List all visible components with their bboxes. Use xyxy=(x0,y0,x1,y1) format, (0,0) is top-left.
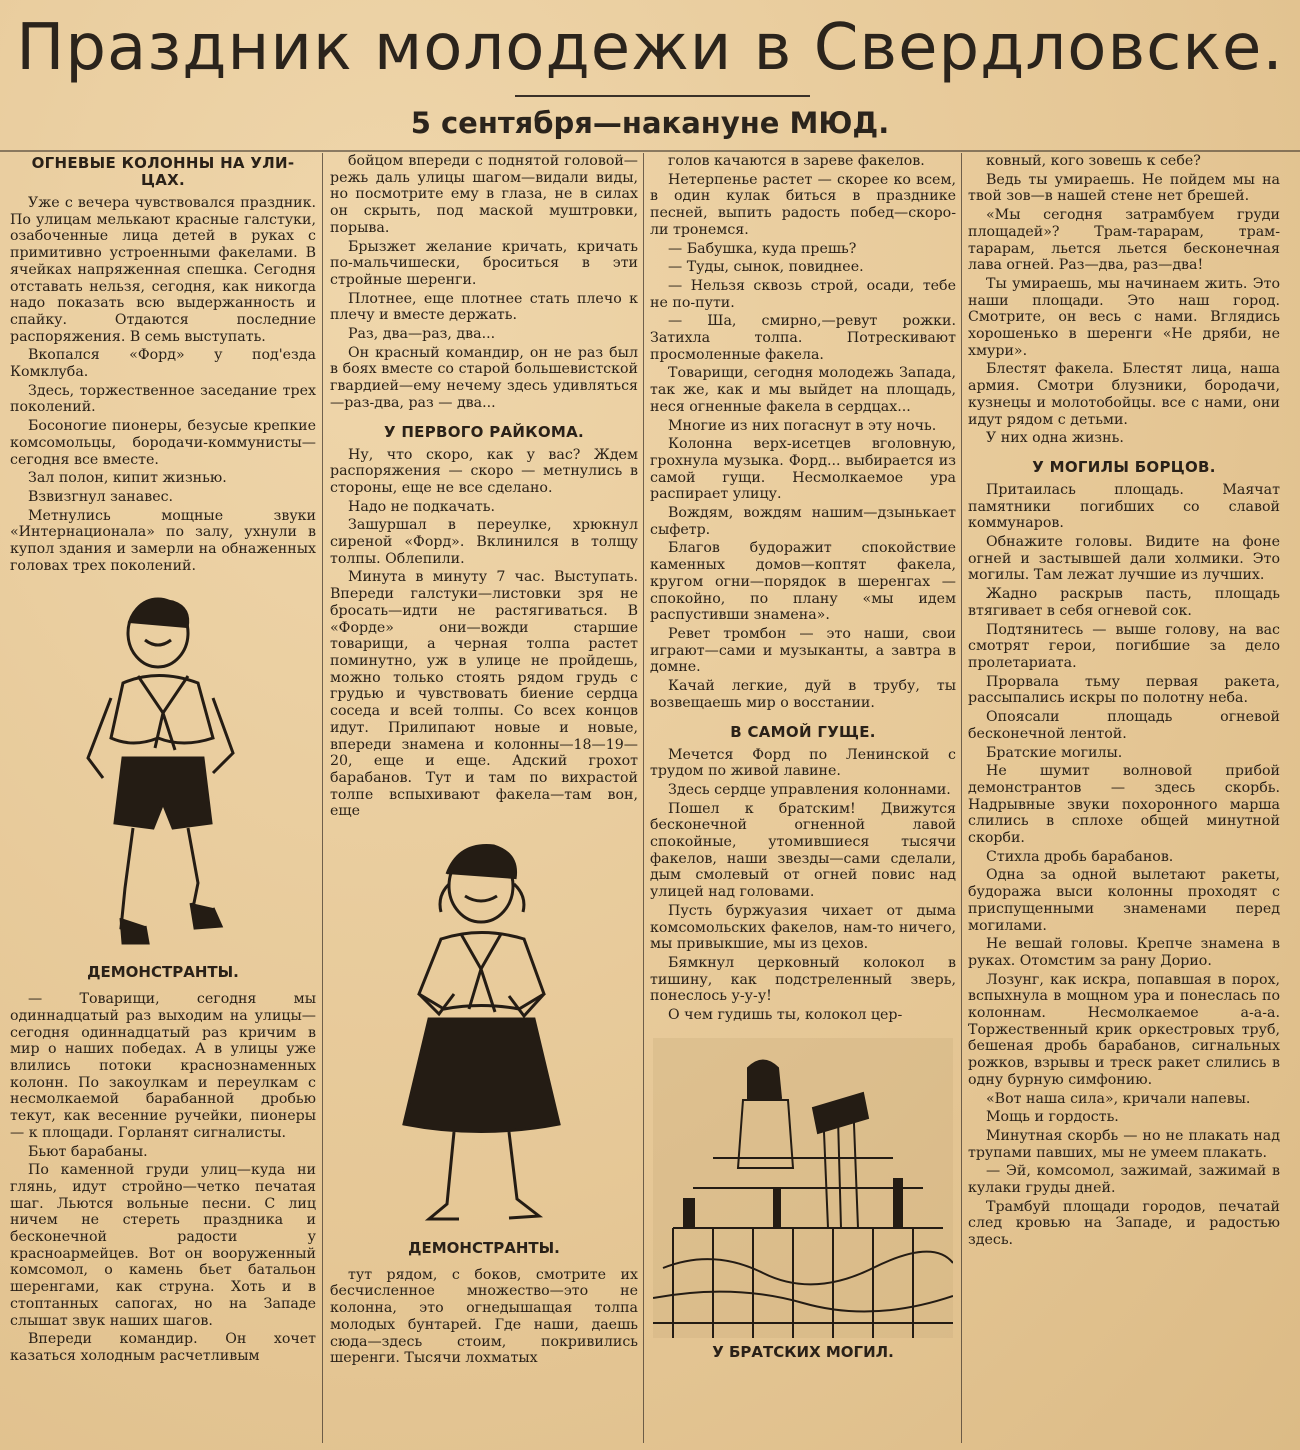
paragraph: Прорвала тьму первая ракета, рассыпались искры по полотну неба. xyxy=(968,673,1280,707)
paragraph: Благов будоражит спокойствие каменных домов—коптят факела, кругом огни—порядок в шеренгах —спокойно, по плану «мы идем распустивши знамена». xyxy=(650,540,956,624)
section-heading: В САМОЙ ГУЩЕ. xyxy=(730,722,876,741)
paragraph: Братские могилы. xyxy=(986,744,1123,761)
paragraph: Пошел к братским! Движутся бесконечной огненной лавой спокойные, утомившиеся тысячи факелов, наши звезды—сами сделали, дым смолевый от огней повис над улицей над головами. xyxy=(650,800,956,901)
paragraph: Бьют барабаны. xyxy=(28,1143,148,1160)
paragraph: Ты умираешь, мы начинаем жить. Это наши площади. Это наш город. Смотрите, он весь с нами. Вглядись хорошенько в шеренги «Не дряби, не хмури». xyxy=(968,275,1280,359)
paragraph: бойцом впереди с поднятой головой—режь даль улицы шагом—видали виды, но посмотрите ему в глаза, не в силах он скрыть, под маской муштровки, порыва. xyxy=(330,153,638,236)
paragraph: Раз, два—раз, два... xyxy=(348,326,496,343)
paragraph: Плотнее, еще плотнее стать плечо к плечу и вместе держать. xyxy=(330,290,638,324)
paragraph: — Нельзя сквозь строй, осади, тебе не по-пути. xyxy=(650,277,956,311)
paragraph: Он красный командир, он не раз был в боях вместе со старой большевистской гвардией—ему нечему здесь удивляться—раз-два, раз — два... xyxy=(330,344,638,411)
pioneer-girl-illustration xyxy=(369,834,599,1234)
paragraph: Жадно раскрыв пасть, площадь втягивает в себя огневой сок. xyxy=(968,586,1280,619)
paragraph: Товарищи, сегодня молодежь Запада, так же, как и мы выйдет на площадь, неся огненные факела в сердцах... xyxy=(650,365,956,415)
paragraph: — Бабушка, куда прешь? xyxy=(668,240,857,257)
paragraph: Притаилась площадь. Маячат памятники погибших со славой коммунаров. xyxy=(968,481,1280,532)
illustration-caption: ДЕМОНСТРАНТЫ. xyxy=(408,1239,560,1258)
paragraph: По каменной груди улиц—куда ни глянь, идут стройно—четко печатая шаг. Льются вольные песни. С лиц ничем не стереть праздника и бесконечной радости у красноармейцев. Вот он вооруженный комсомол, о камень бьет батальон шеренгами, как струна. Хоть и в стоптанных сапогах, но на Западе слышат звук наших шагов. xyxy=(10,1162,316,1329)
paragraph: Взвизгнул занавес. xyxy=(28,488,174,505)
column-divider xyxy=(643,153,644,1443)
paragraph: голов качаются в зареве факелов. xyxy=(668,153,925,169)
paragraph: Минутная скорбь — но не плакать над трупами павших, мы не умеем плакать. xyxy=(968,1127,1280,1161)
paragraph: Брызжет желание кричать, кричать по-мальчишески, броситься в эти стройные шеренги. xyxy=(330,238,638,288)
paragraph: Вождям, вождям нашим—дзынькает сыфетр. xyxy=(650,505,956,538)
paragraph: Ревет тромбон — это наши, свои играют—сами и музыканты, а завтра в домне. xyxy=(650,625,956,676)
paragraph: Бямкнул церковный колокол в тишину, как подстреленный зверь, понеслось у-у-у! xyxy=(650,954,956,1005)
paragraph: — Ша, смирно,—ревут рожки. Затихла толпа. Потрескивают просмоленные факела. xyxy=(650,313,956,363)
header-divider xyxy=(0,150,1300,152)
paragraph: Одна за одной вылетают ракеты, будоража выси колонны проходят с приспущенными знаменами перед могилами. xyxy=(968,867,1280,934)
paragraph: Здесь сердце управления колоннами. xyxy=(668,781,951,798)
paragraph: Не шумит волновой прибой демонстрантов — здесь скорбь. Надрывные звуки похоронного марша слились в сплохе общей минутной скорби. xyxy=(968,763,1280,847)
paragraph: Уже с вечера чувствовался праздник. По улицам мелькают красные галстуки, озабоченные лица детей в руках с примитивно устроенными факелами. В ячейках напряженная спешка. Сегодня отставать нельзя, сегодня, как никогда надо показать всю выдержанность и спайку. Отдаются последние распоряжения. В семь выступать. xyxy=(10,195,316,345)
paragraph: Метнулись мощные звуки «Интернационала» по залу, ухнули в купол здания и замерли на обнаженных головах трех поколений. xyxy=(10,507,316,574)
paragraph: Качай легкие, дуй в трубу, ты возвещаешь мир о восстании. xyxy=(650,678,956,711)
paragraph: Опоясали площадь огневой бесконечной лентой. xyxy=(968,709,1280,742)
paragraph: Пусть буржуазия чихает от дыма комсомольских факелов, нам-то ничего, мы привыкшие, мы из цехов. xyxy=(650,902,956,953)
paragraph: тут рядом, с боков, смотрите их бесчисленное множество—это не колонна, это огнедышащая толпа молодых бунтарей. Где наши, даешь сюда—здесь стоим, покривились шеренги. Тысячи лохматых xyxy=(330,1266,638,1367)
paragraph: Обнажите головы. Видите на фоне огней и застывшей дали холмики. Это могилы. Там лежат лучшие из лучших. xyxy=(968,534,1280,584)
paragraph: Надо не подкачать. xyxy=(348,498,495,515)
paragraph: Трамбуй площади городов, печатай след кровью на Западе, и радостью здесь. xyxy=(968,1198,1280,1249)
title-rule xyxy=(515,95,810,97)
paragraph: Босоногие пионеры, безусые крепкие комсомольцы, бородачи-коммунисты—сегодня все вместе. xyxy=(10,418,316,468)
paragraph: Зал полон, кипит жизнью. xyxy=(28,470,227,487)
pioneer-boy-illustration xyxy=(63,588,263,958)
paragraph: Здесь, торжественное заседание трех поколений. xyxy=(10,382,316,416)
paragraph: «Мы сегодня затрамбуем груди площадей»? Трам-тарарам, трам-тарарам, льется льется бесконечная лава огней. Раз—два, раз—два! xyxy=(968,207,1280,274)
illustration-caption: ДЕМОНСТРАНТЫ. xyxy=(87,963,239,982)
section-heading: ОГНЕВЫЕ КОЛОННЫ НА УЛИ-ЦАХ. xyxy=(31,154,295,189)
paragraph: Нетерпенье растет — скорее ко всем, в один кулак биться в празднике песней, выпить радость побед—скоро-ли тронемся. xyxy=(650,171,956,238)
paragraph: Ну, что скоро, как у вас? Ждем распоряжения — скоро — метнулись в стороны, еще не все сделано. xyxy=(330,446,638,496)
paragraph: Ведь ты умираешь. Не пойдем мы на твой зов—в нашей стене нет брешей. xyxy=(968,171,1280,205)
paragraph: Впереди командир. Он хочет казаться холодным расчетливым xyxy=(10,1331,316,1364)
paragraph: — Эй, комсомол, зажимай, зажимай в кулаки груды дней. xyxy=(968,1163,1280,1197)
column-divider xyxy=(322,153,323,1443)
column-1 xyxy=(10,153,316,1443)
paragraph: — Туды, сынок, повиднее. xyxy=(668,259,864,276)
column-divider xyxy=(961,153,962,1443)
paragraph: Мощь и гордость. xyxy=(986,1109,1119,1126)
paragraph: Минута в минуту 7 час. Выступать. Впереди галстуки—листовки зря не бросать—идти не растягиваться. В «Форде» они—вожди старшие товарищи, а черная толпа растет поминутно, уж в улице не пройдешь, можно только стоять рядом грудь с грудью и чувствовать биение сердца соседа и всей толпы. Со всех концов идут. Прилипают новые и новые, впереди знамена и колонны—18—19—20, еще и еще. Адский грохот барабанов. Тут и там по вихрастой толпе вспыхивают факела—там вон, еще xyxy=(330,569,638,820)
paragraph: Вкопался «Форд» у под'езда Комклуба. xyxy=(10,347,316,381)
paragraph: Не вешай головы. Крепче знамена в руках. Отомстим за рану Дорио. xyxy=(968,936,1280,969)
paragraph: Подтянитесь — выше голову, на вас смотрят герои, погибшие за дело пролетариата. xyxy=(968,621,1280,671)
paragraph: — Товарищи, сегодня мы одиннадцатый раз выходим на улицы—сегодня одиннадцатый раз кричим в мир о наших победах. А в улицы уже влились потоки краснознаменных колонн. По закоулкам и переулкам с несмолкаемой барабанной дробью текут, как весенние ручейки, пионеры — к площади. Горланят сигналисты. xyxy=(10,991,316,1141)
subheadline: 5 сентября—накануне МЮД. xyxy=(410,106,890,140)
paragraph: Многие из них погаснут в эту ночь. xyxy=(668,417,937,434)
illustration-caption: У БРАТСКИХ МОГИЛ. xyxy=(712,1342,894,1361)
paragraph: О чем гудишь ты, колокол цер- xyxy=(668,1007,903,1024)
paragraph: «Вот наша сила», кричали напевы. xyxy=(986,1090,1251,1107)
column-4 xyxy=(968,153,1280,1443)
paragraph: Колонна верх-исетцев вголовную, грохнула музыка. Форд... выбирается из самой гущи. Несмолкаемое ура распирает улицу. xyxy=(650,436,956,503)
paragraph: Лозунг, как искра, попавшая в порох, вспыхнула в мощном ура и понеслась по колоннам. Несмолкаемое а-а-а. Торжественный крик оркестровых труб, бешеная дробь барабанов, сигнальных рожков, взрывы и треск ракет слились в одну бурную симфонию. xyxy=(968,971,1280,1088)
paragraph: Блестят факела. Блестят лица, наша армия. Смотри блузники, бородачи, кузнецы и молотобойцы. все с нами, они идут рядом с детьми. xyxy=(968,361,1280,428)
paragraph: У них одна жизнь. xyxy=(986,430,1124,447)
column-2 xyxy=(330,153,638,1443)
headline: Праздник молодежи в Свердловске. xyxy=(16,11,1284,85)
paragraph: Зашуршал в переулке, хрюкнул сиреной «Форд». Вклинился в толщу толпы. Облепили. xyxy=(330,517,638,567)
paragraph: ковный, кого зовешь к себе? xyxy=(986,153,1201,169)
mass-graves-illustration xyxy=(653,1038,953,1338)
section-heading: У МОГИЛЫ БОРЦОВ. xyxy=(1032,457,1216,476)
column-3 xyxy=(650,153,956,1443)
paragraph: Стихла дробь барабанов. xyxy=(986,848,1174,865)
paragraph: Мечется Форд по Ленинской с трудом по живой лавине. xyxy=(650,746,956,780)
section-heading: У ПЕРВОГО РАЙКОМА. xyxy=(383,422,585,441)
